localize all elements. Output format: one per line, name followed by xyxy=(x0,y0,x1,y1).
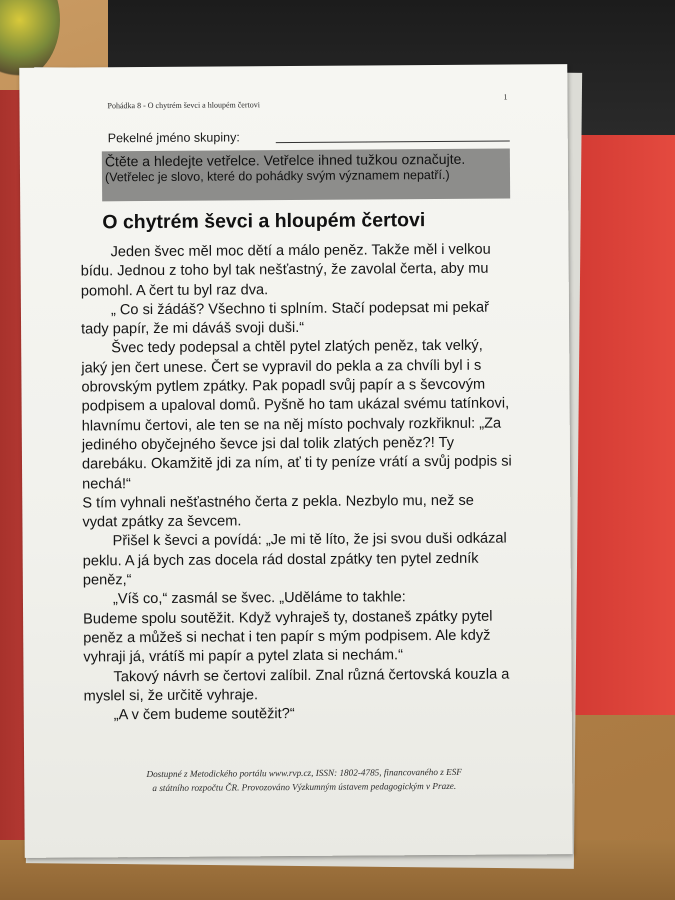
page-header: Pohádka 8 - O chytrém ševci a hloupém čertovi xyxy=(107,100,260,111)
group-name-label: Pekelné jméno skupiny: xyxy=(107,130,240,146)
instruction-main: Čtěte a hledejte vetřelce. Vetřelce ihned tužkou označujte. xyxy=(104,150,466,170)
story-paragraph: Budeme spolu soutěžit. Když vyhraješ ty, dostaneš zpátky pytel peněz a můžeš si nechat i ten papír s mým podpisem. Ale když vyhraji já, vrátíš mi papír a pytel zlata si nechám.“ xyxy=(83,608,493,666)
red-folder-right xyxy=(570,135,675,715)
story-paragraph: „A v čem budeme soutěžit?“ xyxy=(113,706,295,724)
story-paragraph: S tím vyhnali nešťastného čerta z pekla. Nezbylo mu, než se vydat zpátky za ševcem. xyxy=(82,492,474,531)
footer-line: a státního rozpočtu ČR. Provozováno Výzkumným ústavem pedagogickým v Praze. xyxy=(152,780,457,794)
group-name-write-line xyxy=(276,140,510,143)
story-title: O chytrém ševci a hloupém čertovi xyxy=(102,209,426,234)
page-number: 1 xyxy=(503,92,508,102)
instruction-note: (Vetřelec je slovo, které do pohádky svým významem nepatří.) xyxy=(104,167,450,185)
story-paragraph: Jeden švec měl moc dětí a málo peněz. Takže měl i velkou bídu. Jednou z toho byl tak nešťastný, že zavolal čerta, aby mu pomohl. A čert tu byl raz dva. xyxy=(80,241,491,300)
story-paragraph: Švec tedy podepsal a chtěl pytel zlatých peněz, tak velký, jaký jen čert unese. Čert se vypravil do pekla a za chvíli byl i s obrovským pytlem zpátky. Pak popadl svůj papír a s ševcovým podpisem a upaloval domů. Pyšně ho tam ukázal svému tatínkovi, hlavnímu čertovi, ale ten se na něj místo pochvaly rozkřiknul: „Za jediného obyčejného ševce jsi dal tolik zlatých peněz?! Ty darebáku. Okamžitě jdi za ním, ať ti ty peníze vrátí a svůj podpis si nechá!“ xyxy=(81,338,512,493)
page-footer xyxy=(94,764,514,795)
story-text xyxy=(80,240,513,725)
footer-line: Dostupné z Metodického portálu www.rvp.cz, ISSN: 1802-4785, financovaného z ESF xyxy=(146,766,462,780)
instruction-box xyxy=(102,148,510,201)
story-paragraph: „Víš co,“ zasmál se švec. „Uděláme to takhle: xyxy=(112,589,406,608)
story-paragraph: Takový návrh se čertovi zalíbil. Znal různá čertovská kouzla a myslel si, že určitě vyhraje. xyxy=(83,666,510,705)
worksheet-page xyxy=(19,64,573,858)
story-paragraph: Přišel k ševci a povídá: „Je mi tě líto, že jsi svou duši odkázal peklu. A já bych zas docela rád dostal zpátky ten pytel zedník peněz,“ xyxy=(82,530,507,589)
story-paragraph: „ Co si žádáš? Všechno ti splním. Stačí podepsat mi pekař tady papír, že mi dáváš svoji duši.“ xyxy=(81,299,489,338)
